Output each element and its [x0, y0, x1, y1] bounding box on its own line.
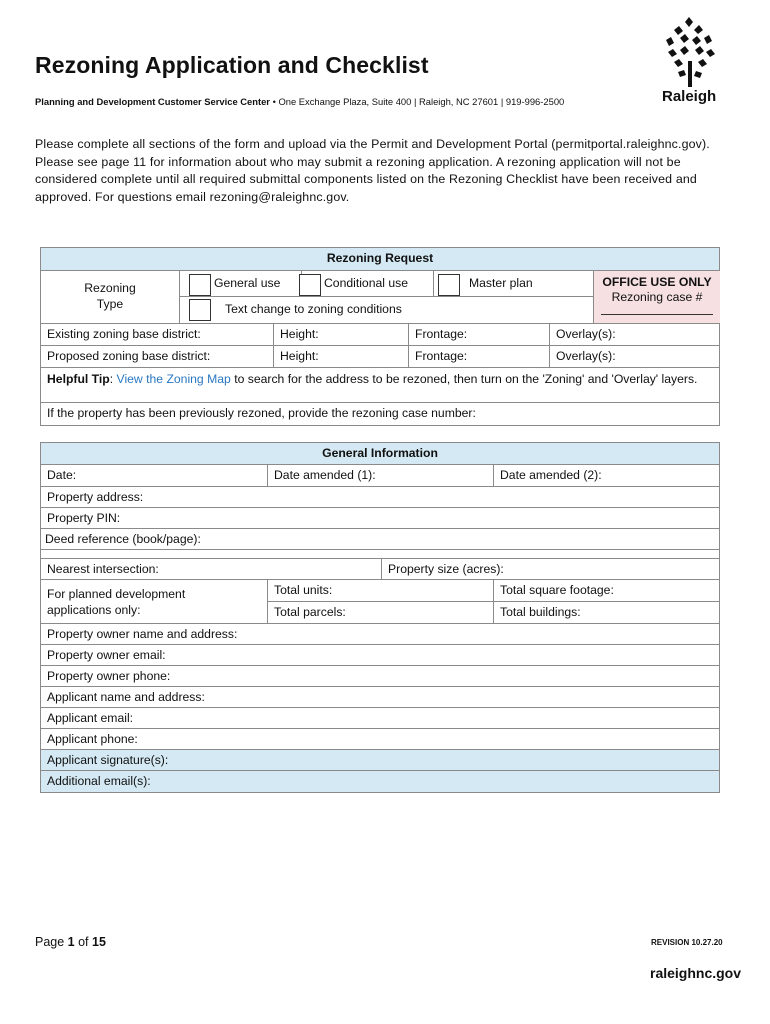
office-use-title: OFFICE USE ONLY [602, 275, 712, 289]
planned-development-label: For planned development applications only: [47, 587, 186, 617]
office-name: Planning and Development Customer Service Center [35, 96, 270, 107]
office-use-only-box [593, 271, 720, 323]
spacer-row [41, 550, 719, 559]
text-change-label: Text change to zoning conditions [225, 302, 402, 316]
conditional-use-checkbox[interactable] [299, 274, 321, 296]
property-size-field[interactable]: Property size (acres): [381, 559, 720, 579]
existing-height-field[interactable]: Height: [273, 324, 408, 345]
additional-emails-field[interactable]: Additional email(s): [47, 774, 151, 788]
proposed-overlay-field[interactable]: Overlay(s): [549, 346, 720, 367]
office-address: • One Exchange Plaza, Suite 400 | Raleigh, NC 27601 | 919-996-2500 [269, 96, 565, 107]
office-case-line [601, 314, 713, 315]
deed-reference-field[interactable]: Deed reference (book/page): [45, 532, 201, 546]
date-amended-1-field[interactable]: Date amended (1): [267, 465, 493, 486]
proposed-zoning-row [41, 346, 719, 368]
dates-row [41, 465, 719, 487]
property-pin-row [41, 508, 719, 529]
intro-paragraph: Please complete all sections of the form and upload via the Permit and Development Portal (permitportal.raleighnc.gov). Please see page 11 for information about who may submit a rezoning application. A rezoning application will not be considered complete until all required submittal components listed on the Rezoning Checklist have been received and approved. For questions email rezoning@raleighnc.gov. [35, 137, 710, 204]
nearest-intersection-field[interactable]: Nearest intersection: [47, 562, 159, 576]
existing-frontage-field[interactable]: Frontage: [408, 324, 549, 345]
date-field[interactable]: Date: [47, 468, 77, 482]
conditional-use-label: Conditional use [324, 276, 409, 290]
page-title: Rezoning Application and Checklist [35, 52, 429, 78]
total-square-footage-field[interactable]: Total square footage: [493, 580, 720, 602]
office-contact-line [35, 96, 564, 107]
property-address-row [41, 487, 719, 508]
general-use-label: General use [214, 276, 281, 290]
text-change-checkbox[interactable] [189, 299, 211, 321]
applicant-phone-field[interactable]: Applicant phone: [47, 732, 138, 746]
office-case-label: Rezoning case # [611, 290, 703, 304]
proposed-frontage-field[interactable]: Frontage: [408, 346, 549, 367]
intersection-row [41, 559, 719, 580]
total-parcels-field[interactable]: Total parcels: [267, 602, 493, 624]
previous-rezoning-field[interactable]: If the property has been previously rezoned, provide the rezoning case number: [47, 406, 476, 420]
zoning-map-link[interactable]: View the Zoning Map [116, 372, 231, 386]
rezoning-type-label: Rezoning Type [84, 281, 136, 311]
helpful-tip-text: to search for the address to be rezoned, then turn on the 'Zoning' and 'Overlay' layers. [230, 372, 698, 386]
raleigh-logo-text: Raleigh [662, 88, 717, 105]
total-buildings-field[interactable]: Total buildings: [493, 602, 720, 624]
rezoning-type-row [41, 271, 719, 324]
proposed-height-field[interactable]: Height: [273, 346, 408, 367]
revision-label: REVISION 10.27.20 [651, 938, 723, 947]
proposed-zoning-field[interactable]: Proposed zoning base district: [47, 349, 211, 363]
applicant-signature-field[interactable]: Applicant signature(s): [47, 753, 169, 767]
previous-rezoning-row [41, 403, 719, 425]
applicant-name-field[interactable]: Applicant name and address: [47, 690, 205, 704]
helpful-tip-label: Helpful Tip [47, 372, 110, 386]
general-use-checkbox[interactable] [189, 274, 211, 296]
general-information-table [40, 442, 720, 793]
deed-reference-row [41, 529, 719, 550]
rezoning-request-table [40, 247, 720, 426]
master-plan-checkbox[interactable] [438, 274, 460, 296]
total-units-field[interactable]: Total units: [267, 580, 493, 602]
applicant-email-field[interactable]: Applicant email: [47, 711, 134, 725]
website-link[interactable]: raleighnc.gov [650, 965, 742, 981]
helpful-tip: Helpful Tip: View the Zoning Map to search for the address to be rezoned, then turn on the 'Zoning' and 'Overlay' layers. [41, 368, 719, 403]
date-amended-2-field[interactable]: Date amended (2): [493, 465, 720, 486]
property-pin-field[interactable]: Property PIN: [47, 511, 121, 525]
page-number: Page 1 of 15 [35, 935, 106, 949]
existing-zoning-field[interactable]: Existing zoning base district: [47, 327, 201, 341]
planned-development-row [41, 580, 719, 624]
existing-zoning-row [41, 324, 719, 346]
owner-email-field[interactable]: Property owner email: [47, 648, 166, 662]
owner-name-field[interactable]: Property owner name and address: [47, 627, 238, 641]
master-plan-label: Master plan [469, 276, 533, 290]
general-information-header: General Information [41, 443, 719, 465]
rezoning-request-header: Rezoning Request [41, 248, 719, 271]
existing-overlay-field[interactable]: Overlay(s): [549, 324, 720, 345]
owner-phone-field[interactable]: Property owner phone: [47, 669, 171, 683]
property-address-field[interactable]: Property address: [47, 490, 144, 504]
